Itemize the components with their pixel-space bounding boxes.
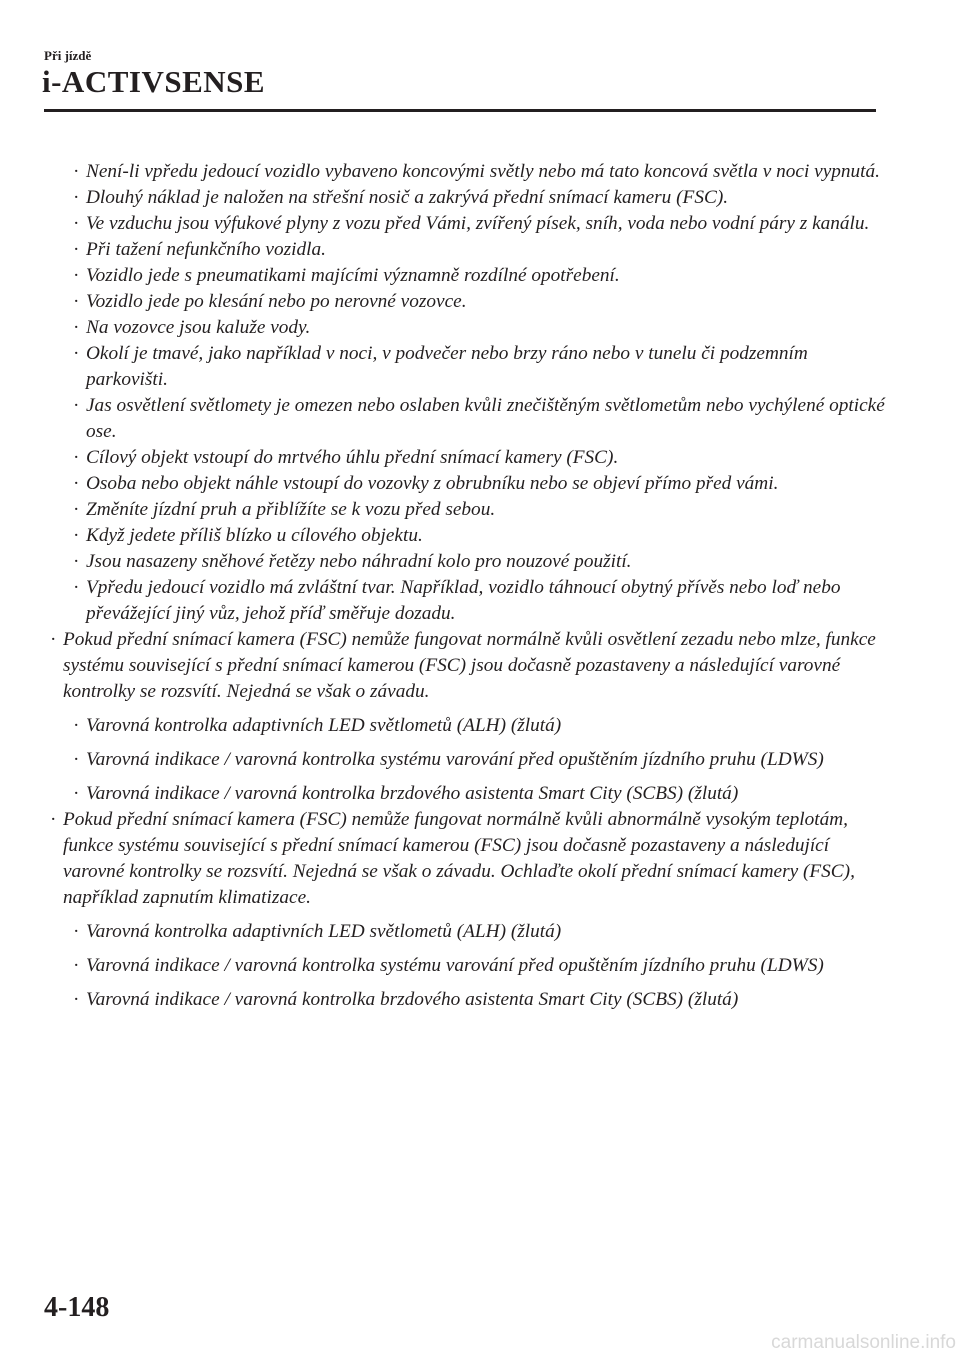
warning-item: · Varovná indikace / varovná kontrolka systému varování před opuštěním jízdního pruhu (LDWS) [73,747,886,773]
list-item: · Jsou nasazeny sněhové řetězy nebo náhradní kolo pro nouzové použití. [73,549,886,575]
list-item: · Cílový objekt vstoupí do mrtvého úhlu přední snímací kamery (FSC). [73,445,886,471]
list-item: · Osoba nebo objekt náhle vstoupí do vozovky z obrubníku nebo se objeví přímo před vámi. [73,471,886,497]
page-content [50,159,886,1013]
title-divider [44,109,876,112]
list-item: · Ve vzduchu jsou výfukové plyny z vozu před Vámi, zvířený písek, sníh, voda nebo vodní páry z kanálu. [73,211,886,237]
paragraph-item: · Pokud přední snímací kamera (FSC) nemůže fungovat normálně kvůli osvětlení zezadu nebo mlze, funkce systému související s přední snímací kamerou (FSC) jsou dočasně pozastaveny a následující varovné kontrolky se rozsvítí. Nejedná se však o závadu. [50,627,886,705]
warning-item: · Varovná indikace / varovná kontrolka brzdového asistenta Smart City (SCBS) (žlutá) [73,987,886,1013]
list-item: · Není-li vpředu jedoucí vozidlo vybaveno koncovými světly nebo má tato koncová světla v noci vypnutá. [73,159,886,185]
warning-item: · Varovná indikace / varovná kontrolka systému varování před opuštěním jízdního pruhu (LDWS) [73,953,886,979]
list-item: · Při tažení nefunkčního vozidla. [73,237,886,263]
list-item: · Vozidlo jede po klesání nebo po nerovné vozovce. [73,289,886,315]
list-item: · Vozidlo jede s pneumatikami majícími významně rozdílné opotřebení. [73,263,886,289]
list-item: · Vpředu jedoucí vozidlo má zvláštní tvar. Například, vozidlo táhnoucí obytný přívěs nebo loď nebo převážející jiný vůz, jehož příď směřuje dozadu. [73,575,886,627]
page-title: i-ACTIVSENSE [42,64,266,99]
page-number: 4-148 [44,1292,110,1323]
list-item: · Na vozovce jsou kaluže vody. [73,315,886,341]
footer-watermark: carmanualsonline.info [771,1332,956,1353]
list-item: · Jas osvětlení světlomety je omezen nebo oslaben kvůli znečištěným světlometům nebo vychýlené optické ose. [73,393,886,445]
list-item: · Když jedete příliš blízko u cílového objektu. [73,523,886,549]
list-item: · Dlouhý náklad je naložen na střešní nosič a zakrývá přední snímací kameru (FSC). [73,185,886,211]
paragraph-item: · Pokud přední snímací kamera (FSC) nemůže fungovat normálně kvůli abnormálně vysokým teplotám, funkce systému související s přední snímací kamerou (FSC) jsou dočasně pozastaveny a následující varovné kontrolky se rozsvítí. Nejedná se však o závadu. Ochlaďte okolí přední snímací kamery (FSC), například zapnutím klimatizace. [50,807,886,911]
list-item: · Okolí je tmavé, jako například v noci, v podvečer nebo brzy ráno nebo v tunelu či podzemním parkovišti. [73,341,886,393]
warning-item: · Varovná kontrolka adaptivních LED světlometů (ALH) (žlutá) [73,713,886,739]
warning-item: · Varovná indikace / varovná kontrolka brzdového asistenta Smart City (SCBS) (žlutá) [73,781,886,807]
list-item: · Změníte jízdní pruh a přiblížíte se k vozu před sebou. [73,497,886,523]
warning-item: · Varovná kontrolka adaptivních LED světlometů (ALH) (žlutá) [73,919,886,945]
section-label: Při jízdě [44,48,92,63]
